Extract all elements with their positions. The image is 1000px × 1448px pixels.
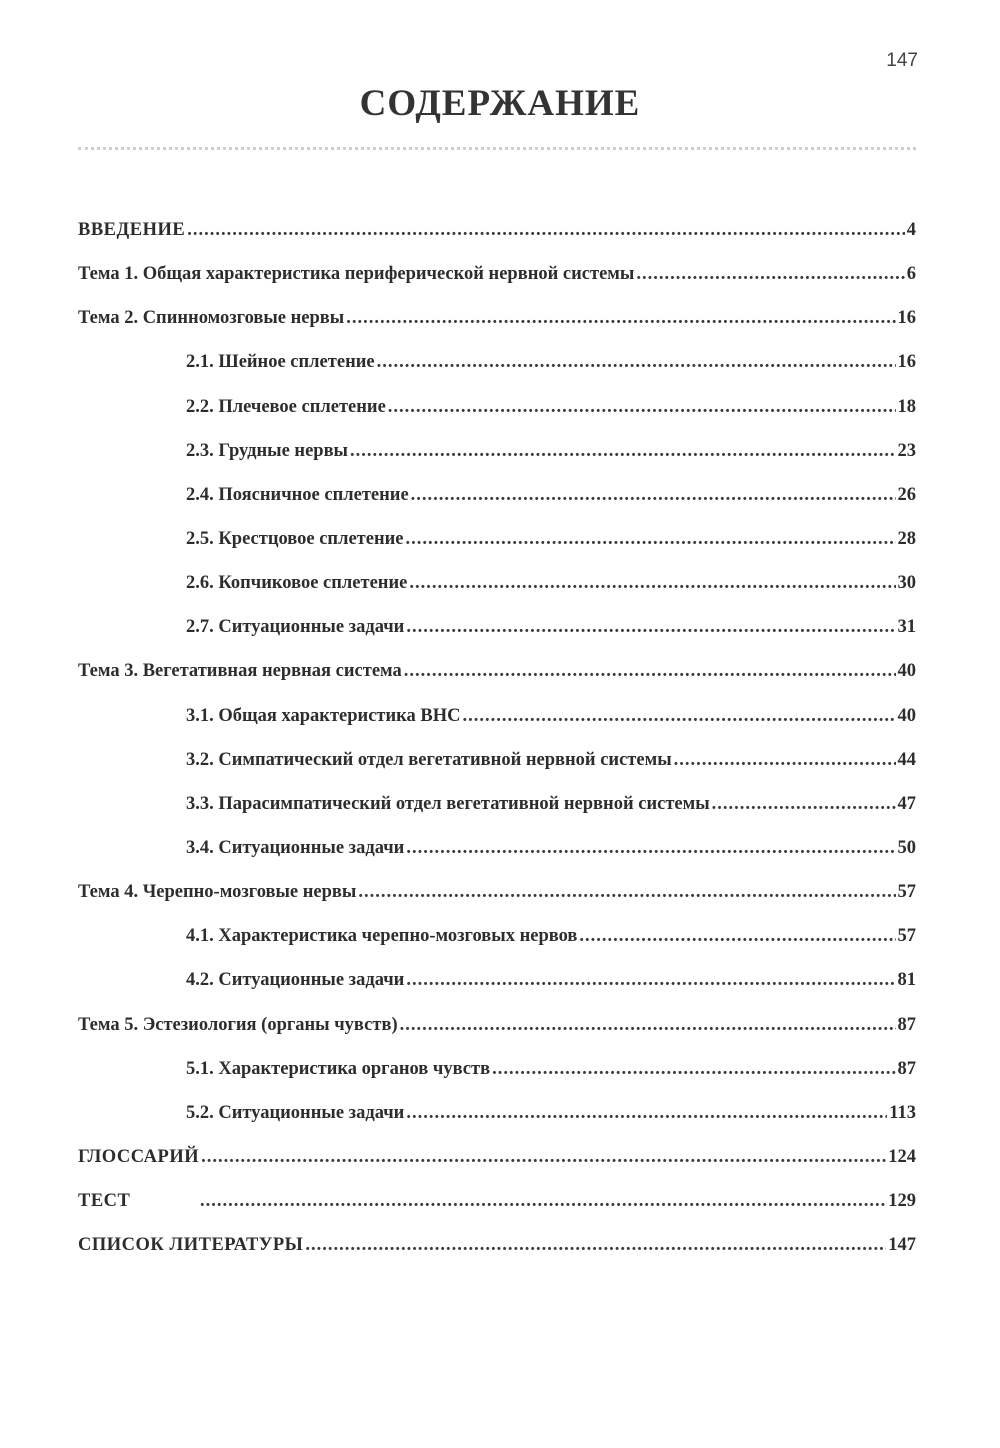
toc-entry-page: 30	[897, 573, 916, 594]
toc-entry-page: 26	[897, 484, 916, 505]
dot-leader	[406, 962, 895, 998]
toc-entry-page: 124	[888, 1146, 916, 1167]
dot-leader	[406, 521, 896, 557]
toc-entry-2-7[interactable]	[78, 609, 916, 653]
toc-entry-topic-2[interactable]	[78, 300, 916, 344]
toc-entry-label: СПИСОК ЛИТЕРАТУРЫ	[78, 1235, 304, 1256]
toc-entry-page: 147	[888, 1235, 916, 1256]
toc-entry-2-4[interactable]	[78, 477, 916, 521]
toc-entry-label: 2.4. Поясничное сплетение	[186, 484, 409, 505]
toc-entry-page: 40	[897, 661, 916, 682]
toc-entry-3-1[interactable]	[78, 698, 916, 742]
toc-entry-topic-4[interactable]	[78, 874, 916, 918]
toc-entry-page: 6	[906, 264, 916, 285]
toc-entry-label: Тема 2. Спинномозговые нервы	[78, 308, 345, 329]
toc-entry-label: Тема 1. Общая характеристика периферической нервной системы	[78, 264, 635, 285]
toc-entry-label: 2.1. Шейное сплетение	[186, 352, 375, 373]
toc-entry-5-2[interactable]	[78, 1095, 916, 1139]
toc-entry-3-2[interactable]	[78, 742, 916, 786]
toc-entry-2-1[interactable]	[78, 344, 916, 388]
page-number: 147	[886, 50, 918, 71]
toc-entry-introduction[interactable]	[78, 212, 916, 256]
dot-leader	[377, 344, 896, 380]
dot-leader	[400, 1007, 896, 1043]
dot-leader	[492, 1051, 895, 1087]
toc-entry-label: ВВЕДЕНИЕ	[78, 220, 186, 240]
toc-entry-page: 16	[897, 352, 916, 373]
dot-leader	[187, 212, 905, 248]
toc-entry-topic-3[interactable]	[78, 653, 916, 697]
page-title: СОДЕРЖАНИЕ	[359, 83, 641, 124]
toc-entry-2-3[interactable]	[78, 433, 916, 477]
toc-entry-label: 5.2. Ситуационные задачи	[186, 1102, 405, 1123]
toc-entry-2-5[interactable]	[78, 521, 916, 565]
toc-entry-page: 40	[897, 705, 916, 726]
dot-leader	[463, 698, 896, 734]
toc-entry-label: 3.4. Ситуационные задачи	[186, 837, 405, 858]
toc-entry-test[interactable]	[78, 1183, 916, 1227]
dot-leader	[201, 1139, 886, 1175]
toc-entry-topic-5[interactable]	[78, 1007, 916, 1051]
dot-leader	[636, 256, 904, 292]
dot-leader	[358, 874, 895, 910]
dot-leader	[346, 300, 895, 336]
toc-entry-page: 57	[897, 882, 916, 903]
toc-entry-page: 31	[897, 617, 916, 638]
toc-entry-page: 87	[897, 1014, 916, 1035]
toc-entry-3-3[interactable]	[78, 786, 916, 830]
toc-entry-label: 2.7. Ситуационные задачи	[186, 617, 405, 638]
toc-entry-page: 16	[897, 308, 916, 329]
toc-entry-page: 28	[897, 528, 916, 549]
toc-entry-page: 129	[888, 1191, 916, 1212]
toc-entry-label: 2.2. Плечевое сплетение	[186, 396, 386, 417]
toc-entry-page: 4	[906, 220, 916, 240]
table-of-contents	[78, 212, 916, 1271]
toc-entry-label: 4.2. Ситуационные задачи	[186, 970, 405, 991]
toc-entry-topic-1[interactable]	[78, 256, 916, 300]
dot-leader	[409, 565, 895, 601]
toc-entry-label: Тема 4. Черепно-мозговые нервы	[78, 882, 357, 903]
toc-entry-label: 2.3. Грудные нервы	[186, 440, 349, 461]
toc-entry-page: 47	[897, 793, 916, 814]
toc-entry-references[interactable]	[78, 1227, 916, 1271]
dot-leader	[200, 1183, 886, 1219]
toc-entry-label: 2.6. Копчиковое сплетение	[186, 573, 408, 594]
dot-leader	[388, 389, 896, 425]
toc-entry-label: 3.3. Парасимпатический отдел вегетативной нервной системы	[186, 793, 710, 814]
toc-entry-label: 2.5. Крестцовое сплетение	[186, 528, 404, 549]
dot-leader	[350, 433, 895, 469]
toc-entry-label: 3.1. Общая характеристика ВНС	[186, 705, 461, 726]
toc-entry-page: 18	[897, 396, 916, 417]
toc-entry-4-2[interactable]	[78, 962, 916, 1006]
dot-leader	[406, 830, 895, 866]
toc-entry-page: 113	[889, 1102, 916, 1123]
toc-entry-label: 4.1. Характеристика черепно-мозговых нервов	[186, 926, 578, 947]
toc-entry-page: 23	[897, 440, 916, 461]
toc-entry-page: 44	[897, 749, 916, 770]
toc-entry-label: 5.1. Характеристика органов чувств	[186, 1058, 491, 1079]
dot-leader	[305, 1227, 886, 1263]
dot-leader	[406, 1095, 887, 1131]
toc-entry-label: ГЛОССАРИЙ	[78, 1146, 200, 1167]
toc-entry-2-6[interactable]	[78, 565, 916, 609]
toc-entry-label: Тема 3. Вегетативная нервная система	[78, 661, 402, 682]
dot-leader	[406, 609, 895, 645]
dot-leader	[712, 786, 896, 822]
dot-leader	[674, 742, 896, 778]
title-divider	[78, 147, 916, 150]
toc-entry-label: ТЕСТ	[78, 1191, 131, 1212]
dot-leader	[404, 653, 896, 689]
toc-entry-label: 3.2. Симпатический отдел вегетативной нервной системы	[186, 749, 672, 770]
toc-entry-page: 57	[897, 926, 916, 947]
toc-entry-label: Тема 5. Эстезиология (органы чувств)	[78, 1014, 398, 1035]
toc-entry-page: 87	[897, 1058, 916, 1079]
toc-entry-5-1[interactable]	[78, 1051, 916, 1095]
toc-entry-glossary[interactable]	[78, 1139, 916, 1183]
dot-leader	[411, 477, 896, 513]
toc-entry-3-4[interactable]	[78, 830, 916, 874]
toc-entry-page: 81	[897, 970, 916, 991]
toc-entry-4-1[interactable]	[78, 918, 916, 962]
toc-entry-page: 50	[897, 837, 916, 858]
dot-leader	[579, 918, 895, 954]
toc-entry-2-2[interactable]	[78, 389, 916, 433]
